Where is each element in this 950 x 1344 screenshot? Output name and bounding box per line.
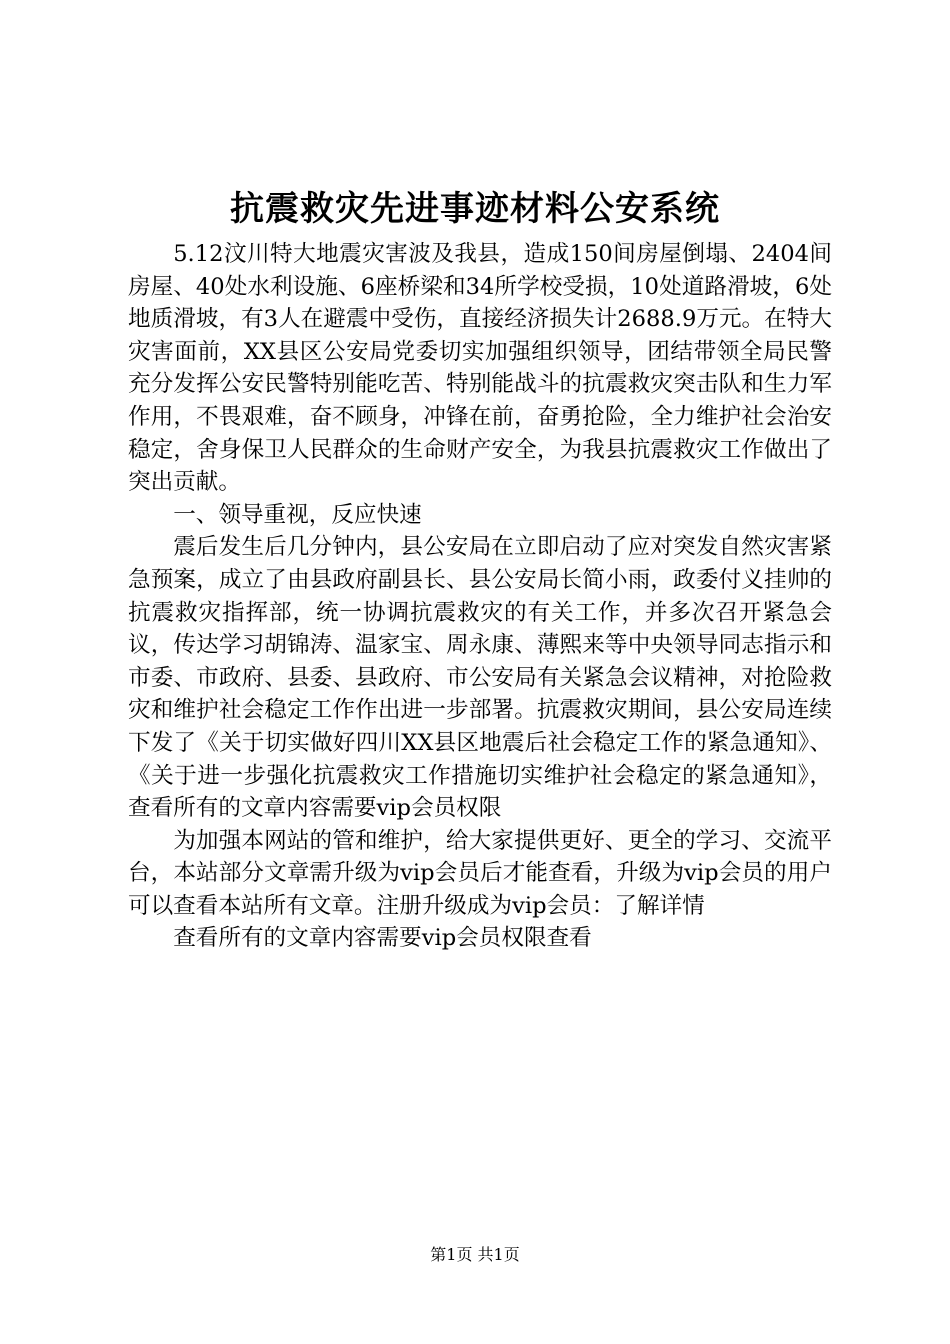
section-heading: 一、领导重视，反应快速: [173, 501, 422, 528]
document-title: 抗震救灾先进事迹材料公安系统: [230, 189, 720, 229]
paragraph-vip-view: 查看所有的文章内容需要vip会员权限查看: [173, 925, 592, 952]
paragraph-vip-notice: 为加强本网站的管和维护，给大家提供更好、更全的学习、交流平台，本站部分文章需升级为vip会员后才能查看，升级为vip会员的用户可以查看本站所有文章。注册升级成为vip会员：了解详情: [128, 827, 832, 919]
paragraph-response: 震后发生后几分钟内，县公安局在立即启动了应对突发自然灾害紧急预案，成立了由县政府副县长、县公安局长简小雨，政委付义挂帅的抗震救灾指挥部，统一协调抗震救灾的有关工作，并多次召开紧急会议，传达学习胡锦涛、温家宝、周永康、薄熙来等中央领导同志指示和市委、市政府、县委、县政府、市公安局有关紧急会议精神，对抢险救灾和维护社会稳定工作作出进一步部署。抗震救灾期间，县公安局连续下发了《关于切实做好四川XX县区地震后社会稳定工作的紧急通知》、《关于进一步强化抗震救灾工作措施切实维护社会稳定的紧急通知》，查看所有的文章内容需要vip会员权限: [128, 534, 832, 822]
page-footer: 第1页 共1页: [430, 1245, 520, 1264]
paragraph-intro: 5.12汶川特大地震灾害波及我县，造成150间房屋倒塌、2404间房屋、40处水利设施、6座桥梁和34所学校受损，10处道路滑坡，6处地质滑坡，有3人在避震中受伤，直接经济损失计2688.9万元。在特大灾害面前，XX县区公安局党委切实加强组织领导，团结带领全局民警充分发挥公安民警特别能吃苦、特别能战斗的抗震救灾突击队和生力军作用，不畏艰难，奋不顾身，冲锋在前，奋勇抢险，全力维护社会治安稳定，舍身保卫人民群众的生命财产安全，为我县抗震救灾工作做出了突出贡献。: [128, 241, 832, 496]
document-body: [128, 238, 832, 955]
